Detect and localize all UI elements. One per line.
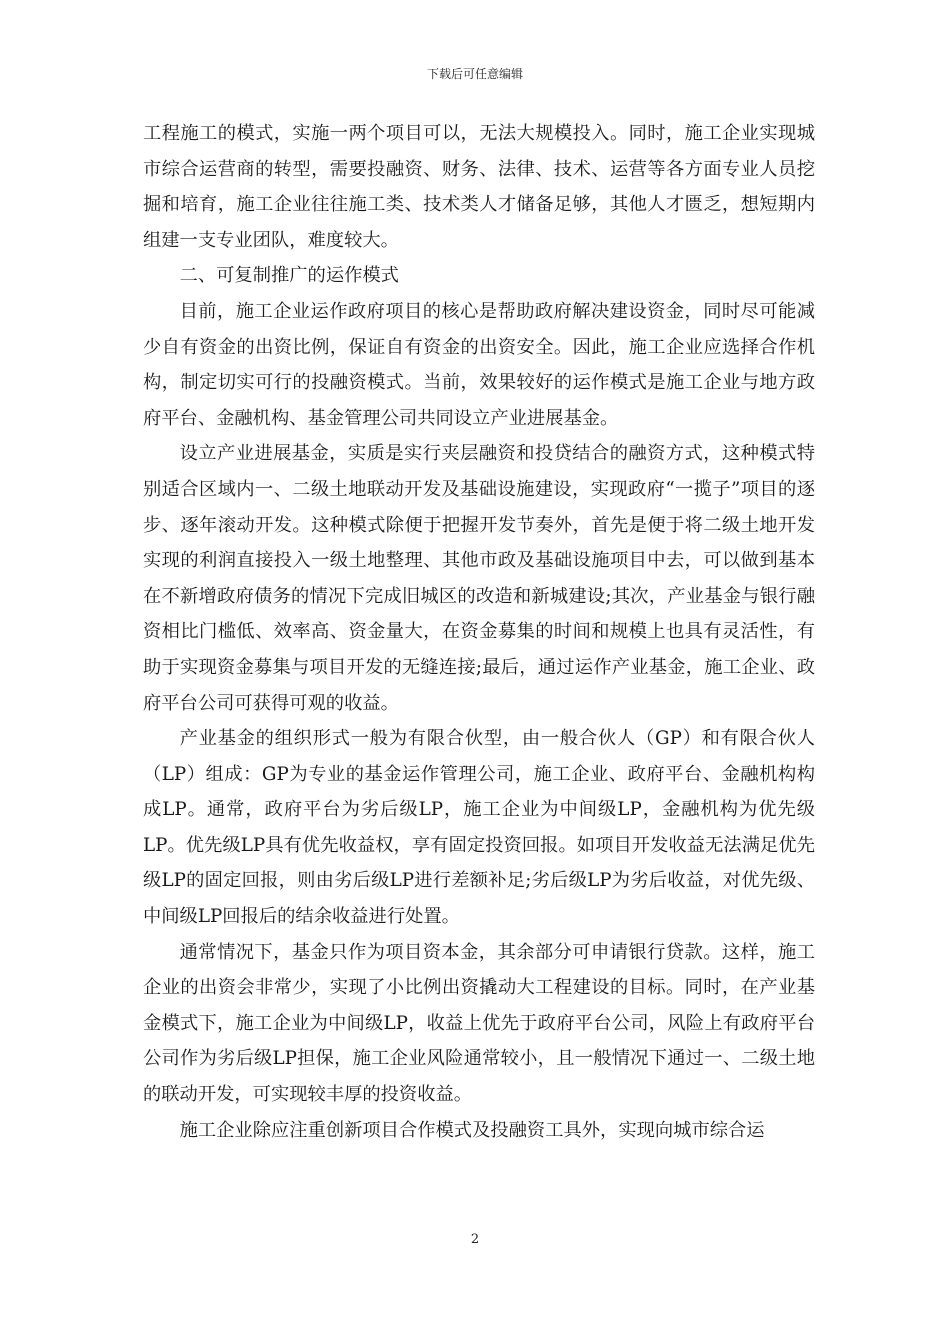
paragraph-continuation: 工程施工的模式，实施一两个项目可以，无法大规模投入。同时，施工企业实现城市综合运营商的转型，需要投融资、财务、法律、技术、运营等各方面专业人员挖掘和培育，施工企业往往施工类、技术类人才储备足够，其他人才匮乏，想短期内组建一支专业团队，难度较大。 (143, 123, 815, 251)
page-header: 下载后可任意编辑 (426, 67, 523, 81)
paragraph: 设立产业进展基金，实质是实行夹层融资和投贷结合的融资方式，这种模式特别适合区域内一、二级土地联动开发及基础设施建设，实现政府“一揽子”项目的逐步、逐年滚动开发。这种模式除便于把握开发节奏外，首先是便于将二级土地开发实现的利润直接投入一级土地整理、其他市政及基础设施项目中去，可以做到基本在不新增政府债务的情况下完成旧城区的改造和新城建设;其次，产业基金与银行融资相比门槛低、效率高、资金量大，在资金募集的时间和规模上也具有灵活性，有助于实现资金募集与项目开发的无缝连接;最后，通过运作产业基金，施工企业、政府平台公司可获得可观的收益。 (143, 443, 815, 714)
section-heading: 二、可复制推广的运作模式 (179, 265, 399, 287)
document-body (143, 116, 815, 1148)
page-number: 2 (470, 1232, 480, 1247)
paragraph: 产业基金的组织形式一般为有限合伙型，由一般合伙人（GP）和有限合伙人（LP）组成：GP为专业的基金运作管理公司，施工企业、政府平台、金融机构构成LP。通常，政府平台为劣后级LP，施工企业为中间级LP，金融机构为优先级LP。优先级LP具有优先收益权，享有固定投资回报。如项目开发收益无法满足优先级LP的固定回报，则由劣后级LP进行差额补足;劣后级LP为劣后收益，对优先级、中间级LP回报后的结余收益进行处置。 (143, 728, 815, 928)
paragraph: 施工企业除应注重创新项目合作模式及投融资工具外，实现向城市综合运 (179, 1119, 765, 1141)
paragraph: 目前，施工企业运作政府项目的核心是帮助政府解决建设资金，同时尽可能减少自有资金的出资比例，保证自有资金的出资安全。因此，施工企业应选择合作机构，制定切实可行的投融资模式。当前，效果较好的运作模式是施工企业与地方政府平台、金融机构、基金管理公司共同设立产业进展基金。 (143, 300, 815, 429)
paragraph: 通常情况下，基金只作为项目资本金，其余部分可申请银行贷款。这样，施工企业的出资会非常少，实现了小比例出资撬动大工程建设的目标。同时，在产业基金模式下，施工企业为中间级LP，收益上优先于政府平台公司，风险上有政府平台公司作为劣后级LP担保，施工企业风险通常较小，且一般情况下通过一、二级土地的联动开发，可实现较丰厚的投资收益。 (143, 941, 815, 1106)
